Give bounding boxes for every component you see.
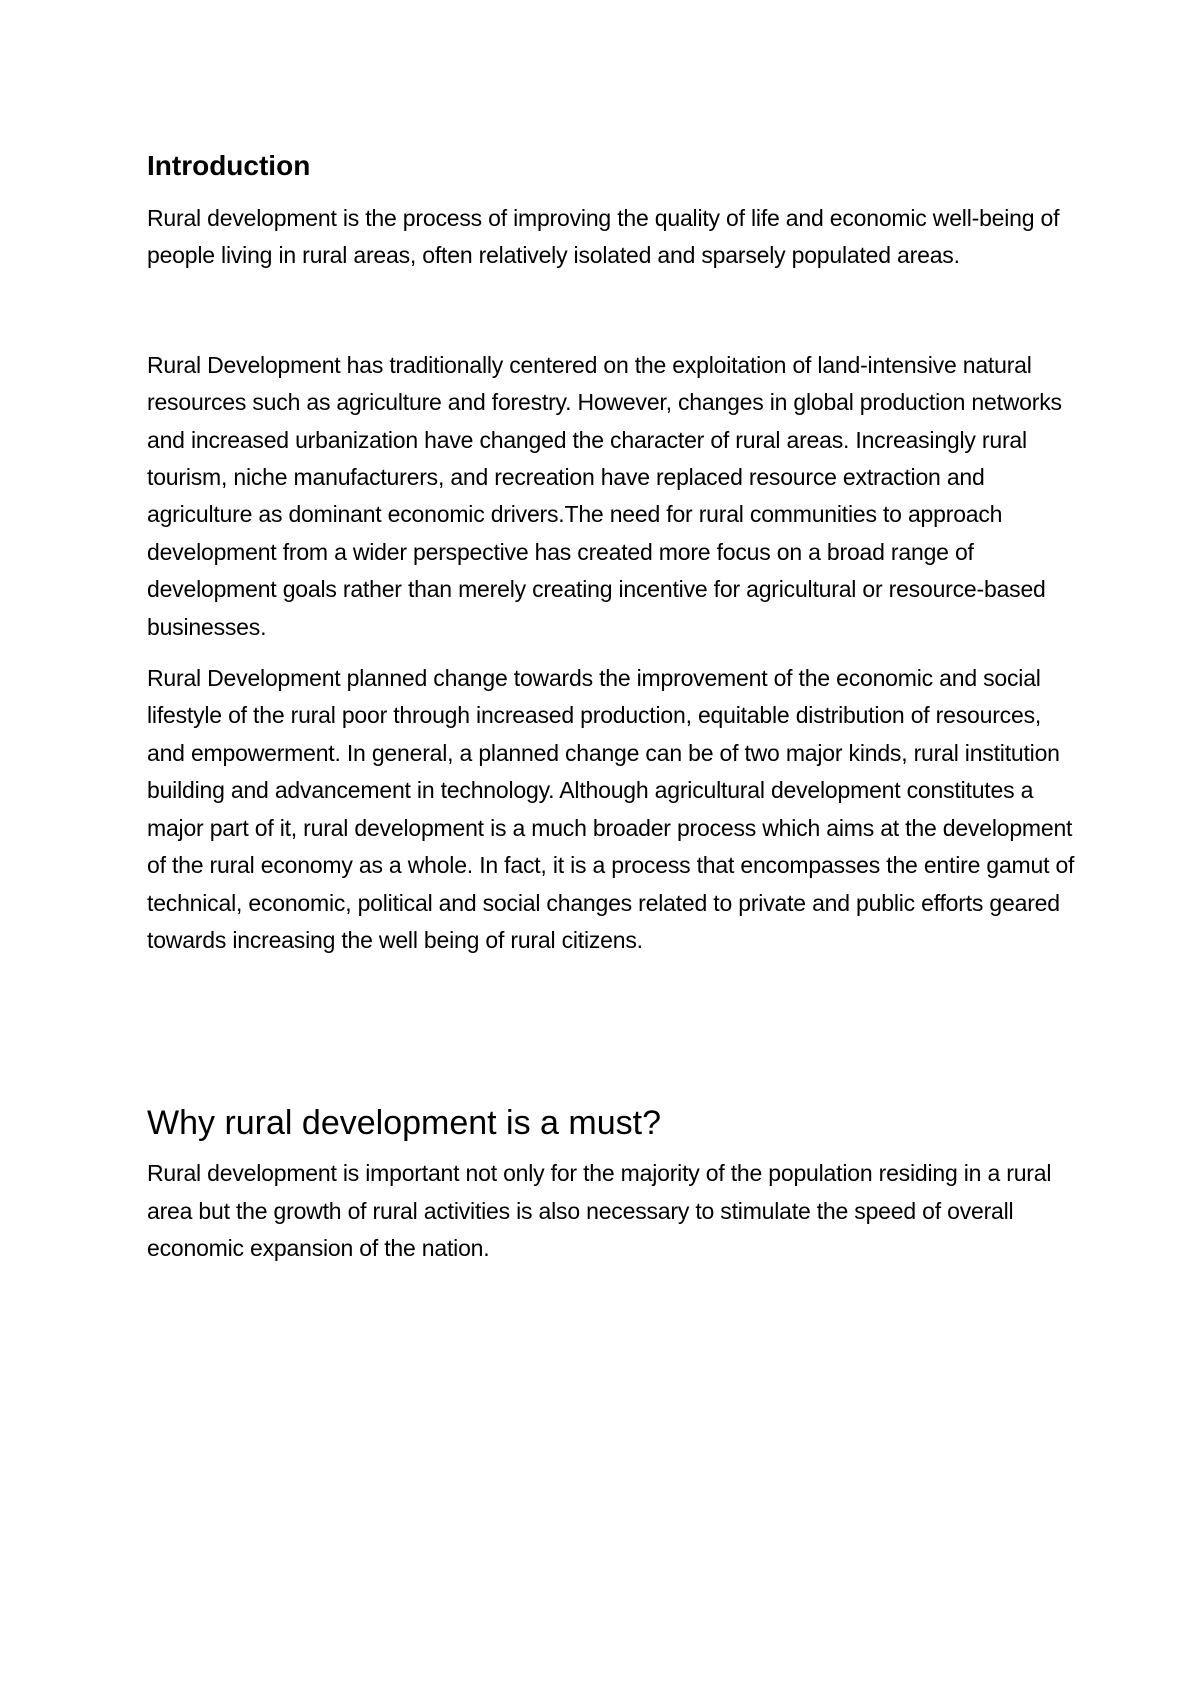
document-body [147, 144, 1077, 1268]
intro-paragraph-1: Rural development is the process of improving the quality of life and economic well-being of people living in rural areas, often relatively isolated and sparsely populated areas. [147, 205, 1060, 269]
introduction-heading: Introduction [147, 150, 311, 181]
why-heading: Why rural development is a must? [147, 1104, 661, 1143]
intro-paragraph-2: Rural Development has traditionally centered on the exploitation of land-intensive natural resources such as agriculture and forestry. However, changes in global production networks and increased urbanization have changed the character of rural areas. Increasingly rural tourism, niche manufacturers, and recreation have replaced resource extraction and agriculture as dominant economic drivers.The need for rural communities to approach development from a wider perspective has created more focus on a broad range of development goals rather than merely creating incentive for agricultural or resource-based businesses. [147, 351, 1062, 640]
why-paragraph: Rural development is important not only for the majority of the population residing in a rural area but the growth of rural activities is also necessary to stimulate the speed of overall economic expansion of the nation. [147, 1160, 1052, 1262]
intro-paragraph-3: Rural Development planned change towards the improvement of the economic and social lifestyle of the rural poor through increased production, equitable distribution of resources, and empowerment. In general, a planned change can be of two major kinds, rural institution building and advancement in technology. Although agricultural development constitutes a major part of it, rural development is a much broader process which aims at the development of the rural economy as a whole. In fact, it is a process that encompasses the entire gamut of technical, economic, political and social changes related to private and public efforts geared towards increasing the well being of rural citizens. [147, 665, 1075, 953]
